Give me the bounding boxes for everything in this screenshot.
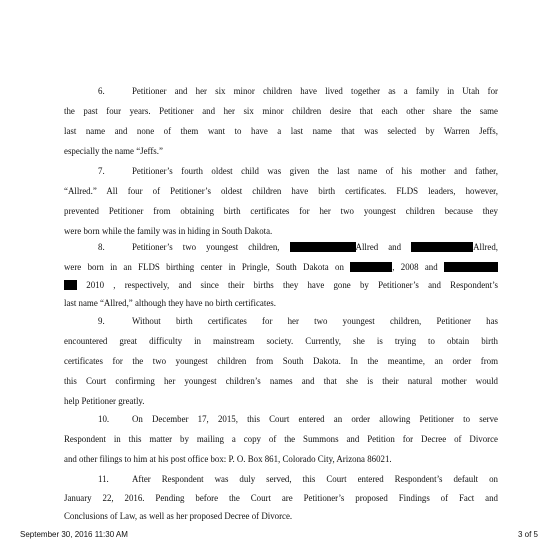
paragraph-9-line-2: encountered great difficulty in mainstream society. Currently, she is trying to obtain birth <box>64 336 498 346</box>
paragraph-text: Petitioner and her six minor children have lived together as a family in Utah for <box>132 86 498 96</box>
paragraph-9-line-5: help Petitioner greatly. <box>64 396 145 406</box>
paragraph-10-line-2: Respondent in this matter by mailing a copy of the Summons and Petition for Decree of Divorce <box>64 434 498 444</box>
paragraph-text: Without birth certificates for her two youngest children, Petitioner has <box>132 316 498 326</box>
paragraph-text: were born in an FLDS birthing center in Pringle, South Dakota on <box>64 262 344 272</box>
paragraph-8-line-3 <box>64 280 498 290</box>
paragraph-7-line-1 <box>64 166 498 176</box>
paragraph-7-line-4: were born while the family was in hiding in South Dakota. <box>64 226 273 236</box>
paragraph-number: 9. <box>98 316 105 326</box>
paragraph-10-line-1 <box>64 414 498 424</box>
paragraph-text: , 2008 and <box>392 262 438 272</box>
paragraph-text: Petitioner’s fourth oldest child was given the last name of his mother and father, <box>132 166 498 176</box>
paragraph-7-line-3: prevented Petitioner from obtaining birth certificates for her two youngest children because they <box>64 206 498 216</box>
redaction-bar <box>411 242 473 252</box>
paragraph-9-line-4: this Court confirming her youngest children’s names and that she is their natural mother would <box>64 376 498 386</box>
paragraph-7-line-2: “Allred.” All four of Petitioner’s oldest children have birth certificates. FLDS leaders, however, <box>64 186 498 196</box>
paragraph-6-line-3: last name and none of them want to have a last name that was selected by Warren Jeffs, <box>64 126 498 136</box>
redaction-bar <box>290 242 356 252</box>
paragraph-text: After Respondent was duly served, this Court entered Respondent’s default on <box>132 474 498 484</box>
paragraph-number: 11. <box>98 474 109 484</box>
redaction-bar <box>444 262 498 272</box>
paragraph-number: 6. <box>98 86 105 96</box>
footer-timestamp: September 30, 2016 11:30 AM <box>20 530 128 539</box>
paragraph-9-line-1 <box>64 316 498 326</box>
redaction-bar <box>64 280 77 290</box>
paragraph-text: Allred and <box>355 242 402 252</box>
paragraph-6-line-2: the past four years. Petitioner and her six minor children desire that each other share the same <box>64 106 498 116</box>
paragraph-number: 7. <box>98 166 105 176</box>
paragraph-text: Allred, <box>473 242 498 252</box>
paragraph-text: Petitioner’s two youngest children, <box>132 242 280 252</box>
paragraph-8-line-1 <box>64 242 498 252</box>
paragraph-9-line-3: certificates for the two youngest children from South Dakota. In the meantime, an order from <box>64 356 498 366</box>
paragraph-number: 8. <box>98 242 105 252</box>
paragraph-6-line-1 <box>64 86 498 96</box>
paragraph-8-line-4: last name “Allred,” although they have no birth certificates. <box>64 298 276 308</box>
paragraph-11-line-1 <box>64 474 498 484</box>
paragraph-text: On December 17, 2015, this Court entered an order allowing Petitioner to serve <box>132 414 498 424</box>
paragraph-6-line-4: especially the name “Jeffs.” <box>64 146 163 156</box>
paragraph-10-line-3: and other filings to him at his post office box: P. O. Box 861, Colorado City, Arizona 86021. <box>64 454 392 464</box>
paragraph-11-line-2: January 22, 2016. Pending before the Court are Petitioner’s proposed Findings of Fact and <box>64 493 498 503</box>
paragraph-11-line-3: Conclusions of Law, as well as her proposed Decree of Divorce. <box>64 511 293 521</box>
paragraph-text: 2010 , respectively, and since their births they have gone by Petitioner’s and Respondent’s <box>86 280 498 290</box>
paragraph-number: 10. <box>98 414 110 424</box>
redaction-bar <box>350 262 392 272</box>
paragraph-8-line-2 <box>64 262 498 272</box>
footer-page-number: 3 of 5 <box>517 530 538 539</box>
